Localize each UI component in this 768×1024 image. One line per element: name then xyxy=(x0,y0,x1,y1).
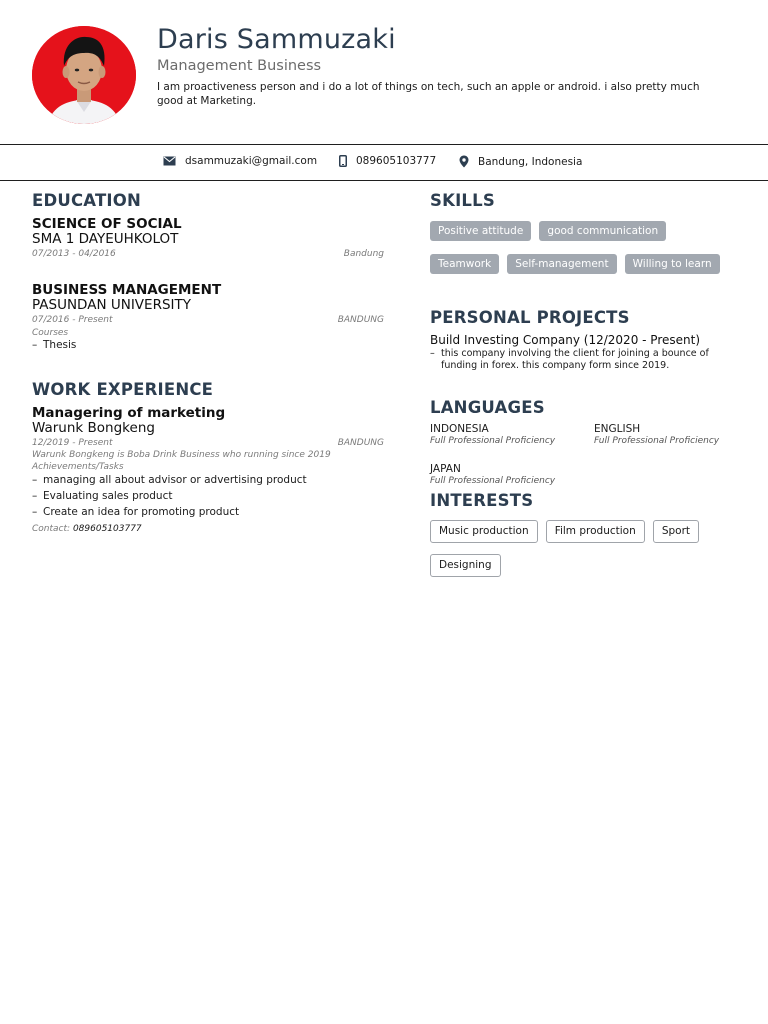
project-title: Build Investing Company (12/2020 - Present) xyxy=(430,333,700,347)
task-item: – Create an idea for promoting product xyxy=(32,506,384,518)
education-meta xyxy=(32,313,384,327)
interests-heading: INTERESTS xyxy=(430,491,534,510)
avatar xyxy=(32,26,136,124)
skill-tag: Positive attitude xyxy=(430,221,531,241)
interest-tag: Sport xyxy=(653,520,699,543)
education-school: SMA 1 DAYEUHKOLOT xyxy=(32,231,179,247)
language-level: Full Professional Proficiency xyxy=(430,476,556,486)
work-heading: WORK EXPERIENCE xyxy=(32,380,214,399)
interests-list xyxy=(430,553,740,577)
project-entry xyxy=(430,333,740,371)
skill-tag: Self-management xyxy=(507,254,616,274)
language-item xyxy=(594,423,754,446)
skill-tag: Willing to learn xyxy=(625,254,720,274)
skills-heading: SKILLS xyxy=(430,191,495,210)
interest-tag: Film production xyxy=(546,520,645,543)
resume-header xyxy=(0,0,768,144)
interest-tag: Music production xyxy=(430,520,538,543)
interests-list xyxy=(430,519,740,543)
work-contact-label: Contact: xyxy=(32,524,71,534)
work-title: Managering of marketing xyxy=(32,405,226,421)
skill-tag: Teamwork xyxy=(430,254,499,274)
contact-bar xyxy=(0,144,768,181)
courses-label: Courses xyxy=(32,328,69,338)
interest-tag: Designing xyxy=(430,554,501,577)
course-item: – Thesis xyxy=(32,339,384,351)
language-level: Full Professional Proficiency xyxy=(430,436,556,446)
project-bullet-line: this company involving the client for joining a bounce of xyxy=(441,348,709,359)
education-title: SCIENCE OF SOCIAL xyxy=(32,216,182,232)
contact-phone[interactable] xyxy=(339,155,436,167)
education-entry xyxy=(32,216,384,261)
contact-email[interactable] xyxy=(163,155,317,167)
contact-location xyxy=(459,155,582,168)
language-item xyxy=(430,423,590,446)
education-place: BANDUNG xyxy=(337,315,384,325)
project-bullet: – this company involving the client for joining a bounce of funding in forex. this company form since 2019. xyxy=(430,348,740,371)
education-meta xyxy=(32,247,384,261)
education-school: PASUNDAN UNIVERSITY xyxy=(32,297,191,313)
task-item: – Evaluating sales product xyxy=(32,490,384,502)
work-company: Warunk Bongkeng xyxy=(32,420,155,436)
work-meta xyxy=(32,436,384,450)
task-item: – managing all about advisor or advertising product xyxy=(32,474,384,486)
achievements-label: Achievements/Tasks xyxy=(32,462,124,472)
profile-summary: I am proactiveness person and i do a lot of things on tech, such an apple or android. i also pretty much good at Marketing. xyxy=(157,81,700,107)
job-title: Management Business xyxy=(157,58,322,74)
full-name: Daris Sammuzaki xyxy=(157,24,396,55)
location-text: Bandung, Indonesia xyxy=(478,155,583,168)
skills-list xyxy=(430,252,740,274)
left-column xyxy=(32,190,384,534)
work-contact xyxy=(32,524,384,534)
education-entry xyxy=(32,282,384,351)
education-dates: 07/2013 - 04/2016 xyxy=(32,249,116,259)
education-heading: EDUCATION xyxy=(32,191,141,210)
envelope-icon xyxy=(163,156,176,166)
work-description: Warunk Bongkeng is Boba Drink Business who running since 2019 xyxy=(32,450,331,460)
language-name: INDONESIA xyxy=(430,423,489,435)
location-pin-icon xyxy=(459,155,469,168)
languages-grid xyxy=(430,423,740,503)
language-level: Full Professional Proficiency xyxy=(594,436,720,446)
language-name: JAPAN xyxy=(430,463,461,475)
education-place: Bandung xyxy=(343,249,384,259)
project-bullet-line: funding in forex. this company form since 2019. xyxy=(441,359,670,371)
education-dates: 07/2016 - Present xyxy=(32,315,113,325)
work-entry xyxy=(32,405,384,534)
phone-icon xyxy=(339,155,347,167)
profile-photo xyxy=(32,26,136,124)
skill-tag: good communication xyxy=(539,221,666,241)
right-column xyxy=(430,190,740,577)
language-item xyxy=(430,463,590,486)
work-dates: 12/2019 - Present xyxy=(32,438,113,448)
phone-text: 089605103777 xyxy=(356,155,437,167)
work-contact-value: 089605103777 xyxy=(72,524,142,534)
email-text: dsammuzaki@gmail.com xyxy=(185,155,318,167)
work-place: BANDUNG xyxy=(337,438,384,448)
languages-heading: LANGUAGES xyxy=(430,398,545,417)
language-name: ENGLISH xyxy=(594,423,641,435)
projects-heading: PERSONAL PROJECTS xyxy=(430,308,630,327)
skills-list xyxy=(430,219,740,241)
education-title: BUSINESS MANAGEMENT xyxy=(32,282,222,298)
